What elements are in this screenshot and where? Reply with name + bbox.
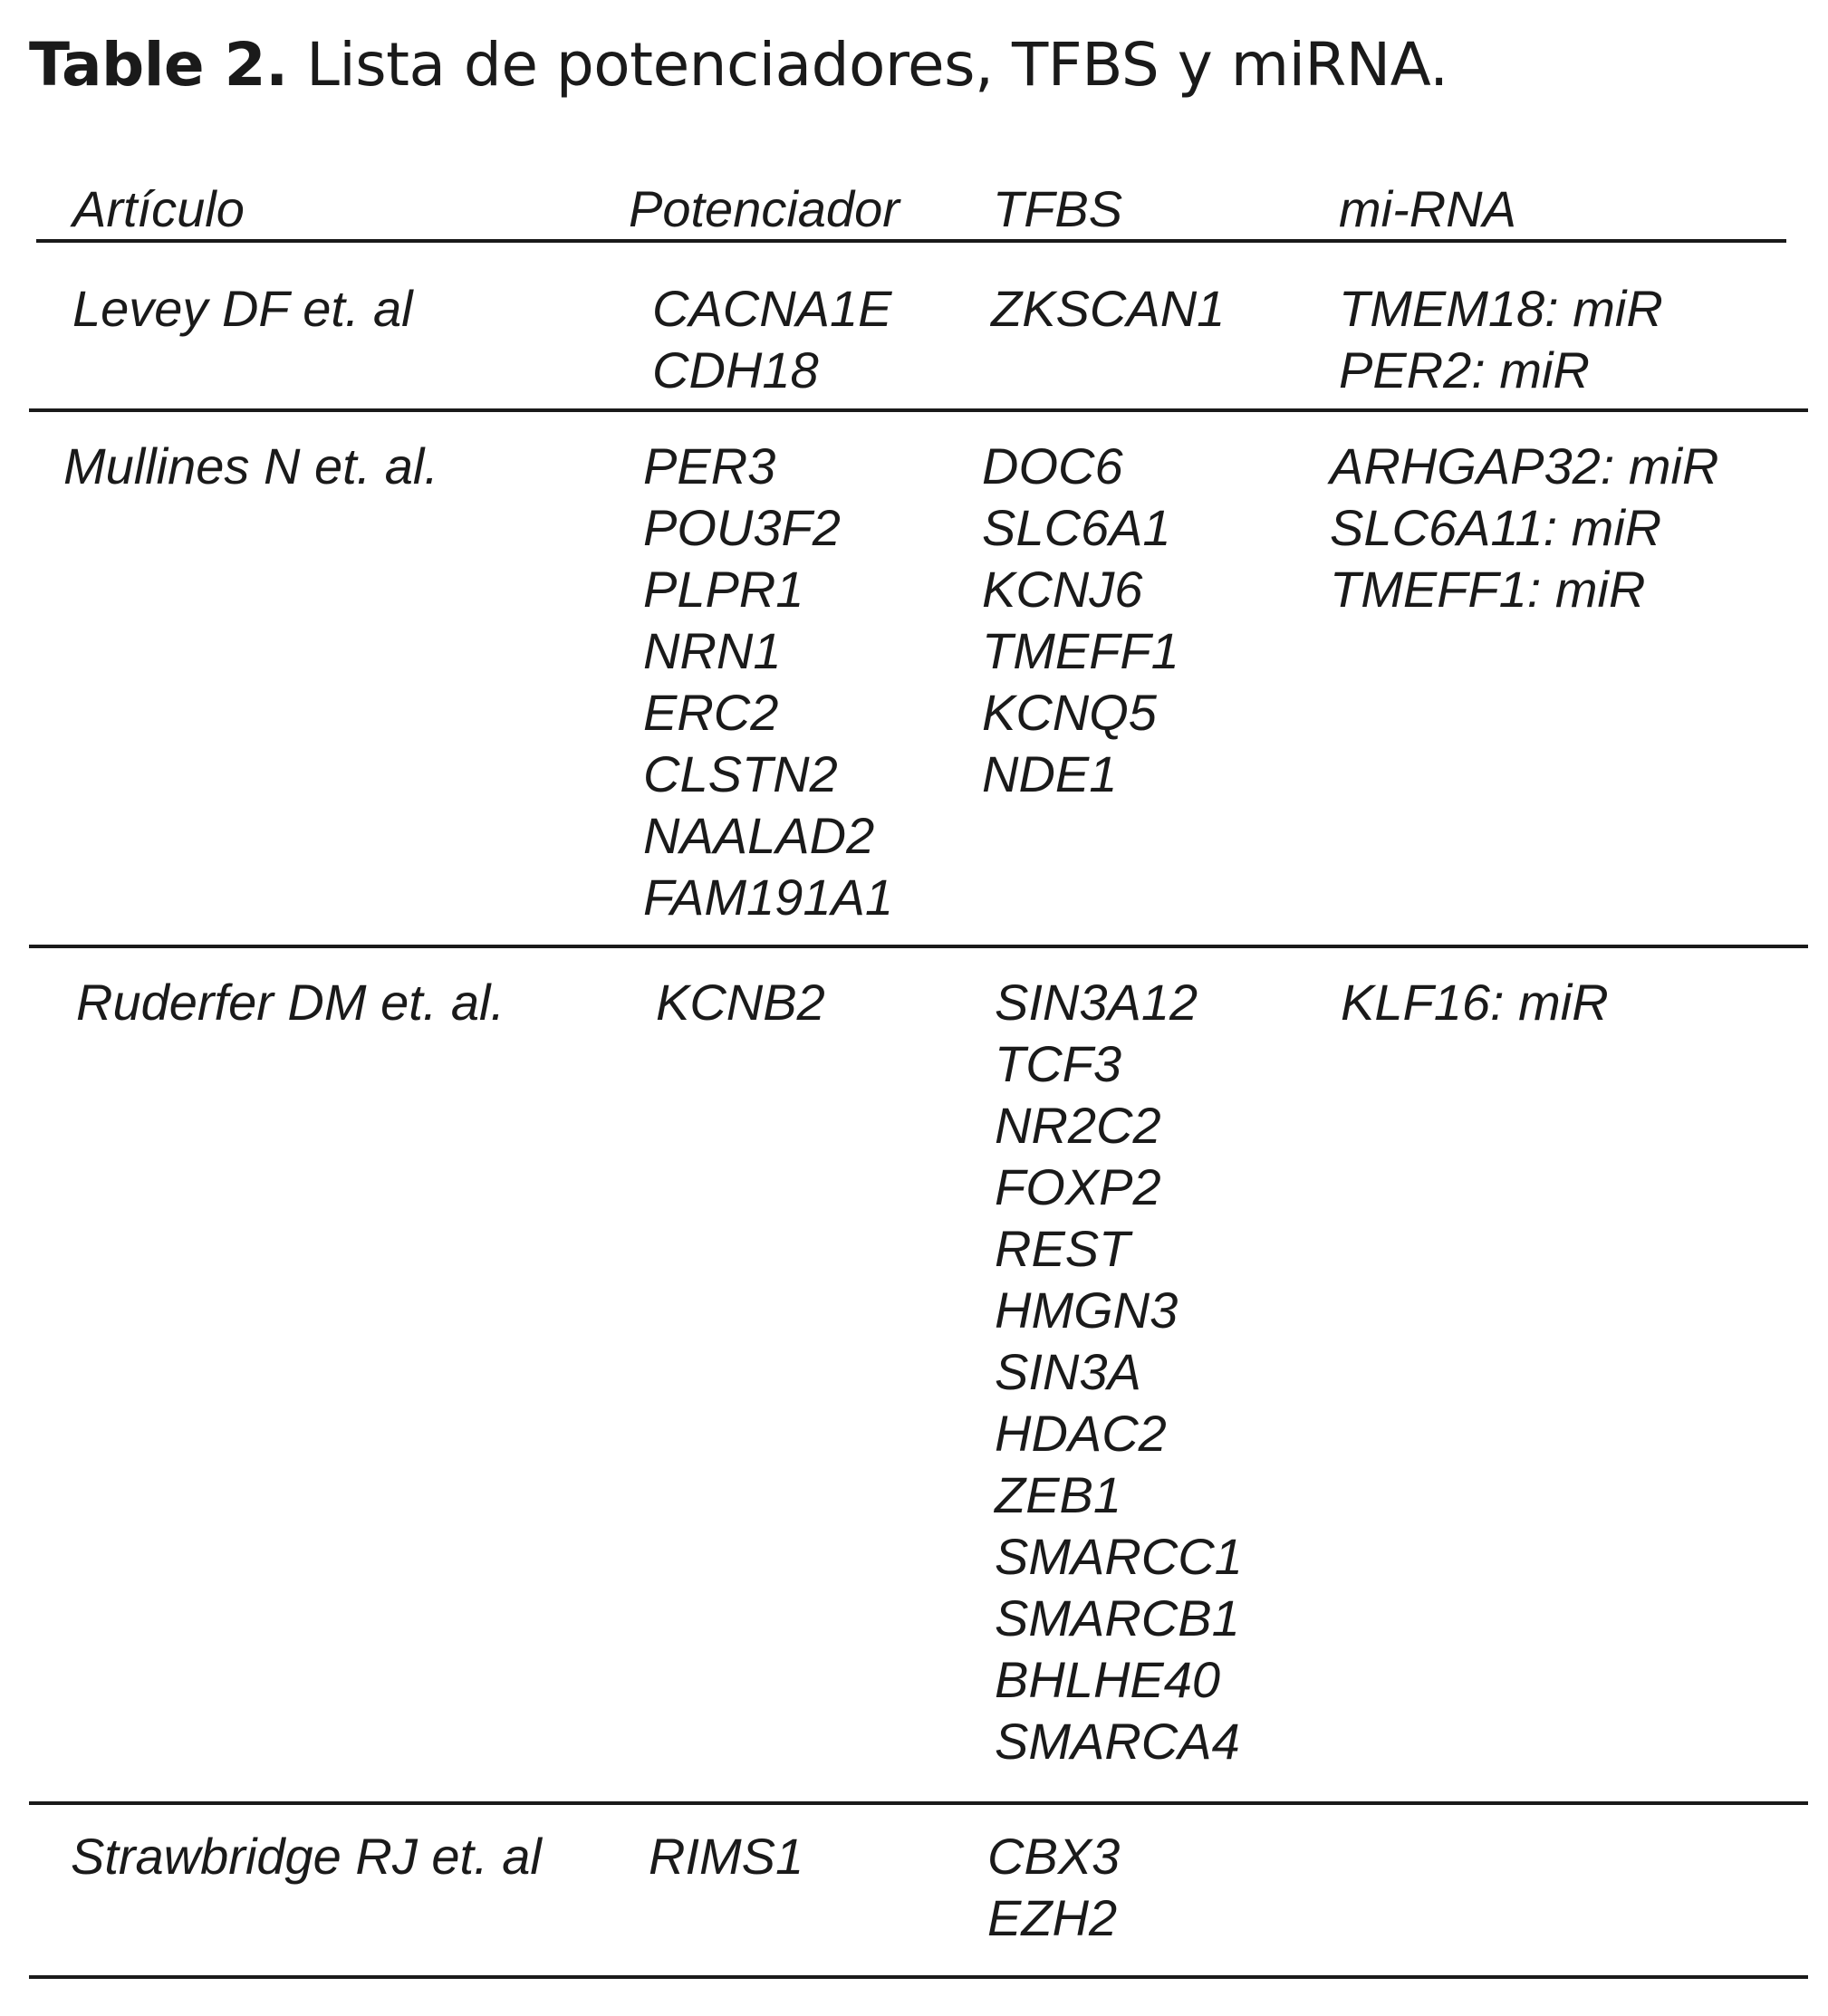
row-tfbs-list — [987, 1826, 1120, 1949]
tfbs-item: TCF3 — [995, 1035, 1121, 1092]
row-potenciador-list — [656, 972, 825, 1033]
mirna-item: PER2: miR — [1339, 341, 1590, 398]
column-header-mirna: mi-RNA — [1339, 180, 1516, 237]
column-header-articulo: Artículo — [72, 180, 245, 237]
tfbs-item: NDE1 — [982, 745, 1118, 802]
potenciador-item: RIMS1 — [649, 1828, 804, 1885]
row-potenciador-list — [649, 1826, 803, 1887]
row-mirna-list — [1341, 972, 1609, 1033]
mirna-item: TMEFF1: miR — [1330, 561, 1646, 618]
potenciador-item: CLSTN2 — [643, 745, 838, 802]
row-article: Ruderfer DM et. al. — [76, 974, 505, 1031]
row-mirna-list — [1330, 436, 1718, 620]
potenciador-item: CACNA1E — [652, 280, 892, 337]
row-divider — [29, 945, 1808, 948]
tfbs-item: SIN3A12 — [995, 974, 1198, 1031]
row-article: Mullines N et. al. — [63, 437, 438, 494]
mirna-item: KLF16: miR — [1341, 974, 1609, 1031]
tfbs-item: ZKSCAN1 — [991, 280, 1226, 337]
table-bottom-rule — [29, 1975, 1808, 1979]
tfbs-item: SMARCC1 — [995, 1528, 1243, 1585]
row-article: Levey DF et. al — [72, 280, 413, 337]
potenciador-item: PLPR1 — [643, 561, 804, 618]
potenciador-item: PER3 — [643, 437, 776, 494]
tfbs-item: SIN3A — [995, 1343, 1141, 1400]
row-tfbs-list — [995, 972, 1243, 1772]
tfbs-item: CBX3 — [987, 1828, 1121, 1885]
row-divider — [29, 1801, 1808, 1805]
tfbs-item: TMEFF1 — [982, 622, 1179, 679]
tfbs-item: KCNJ6 — [982, 561, 1143, 618]
row-article: Strawbridge RJ et. al — [71, 1828, 542, 1885]
caption-text: Lista de potenciadores, TFBS y miRNA. — [287, 30, 1448, 100]
potenciador-item: NAALAD2 — [643, 807, 875, 864]
row-potenciador-list — [643, 436, 893, 928]
potenciador-item: ERC2 — [643, 684, 779, 741]
tfbs-item: ZEB1 — [995, 1466, 1122, 1523]
tfbs-item: DOC6 — [982, 437, 1123, 494]
mirna-item: SLC6A11: miR — [1330, 499, 1662, 556]
potenciador-item: NRN1 — [643, 622, 782, 679]
tfbs-item: FOXP2 — [995, 1158, 1161, 1215]
mirna-item: TMEM18: miR — [1339, 280, 1663, 337]
tfbs-item: REST — [995, 1220, 1130, 1277]
tfbs-item: HMGN3 — [995, 1282, 1179, 1339]
tfbs-item: HDAC2 — [995, 1405, 1167, 1462]
tfbs-item: BHLHE40 — [995, 1651, 1221, 1708]
potenciador-item: CDH18 — [652, 341, 819, 398]
tfbs-item: SLC6A1 — [982, 499, 1171, 556]
header-rule — [36, 239, 1786, 243]
mirna-item: ARHGAP32: miR — [1330, 437, 1719, 494]
tfbs-item: KCNQ5 — [982, 684, 1157, 741]
row-potenciador-list — [652, 278, 892, 401]
tfbs-item: SMARCA4 — [995, 1713, 1240, 1770]
potenciador-item: KCNB2 — [656, 974, 825, 1031]
tfbs-item: EZH2 — [987, 1889, 1118, 1946]
potenciador-item: FAM191A1 — [643, 869, 893, 926]
caption-label: Table 2. — [29, 30, 288, 100]
potenciador-item: POU3F2 — [643, 499, 841, 556]
column-header-potenciador: Potenciador — [629, 180, 900, 237]
column-header-tfbs: TFBS — [993, 180, 1123, 237]
row-mirna-list — [1339, 278, 1663, 401]
tfbs-item: NR2C2 — [995, 1097, 1161, 1154]
row-divider — [29, 408, 1808, 412]
row-tfbs-list — [991, 278, 1225, 340]
tfbs-item: SMARCB1 — [995, 1589, 1240, 1646]
row-tfbs-list — [982, 436, 1179, 805]
table-caption — [29, 20, 1448, 110]
